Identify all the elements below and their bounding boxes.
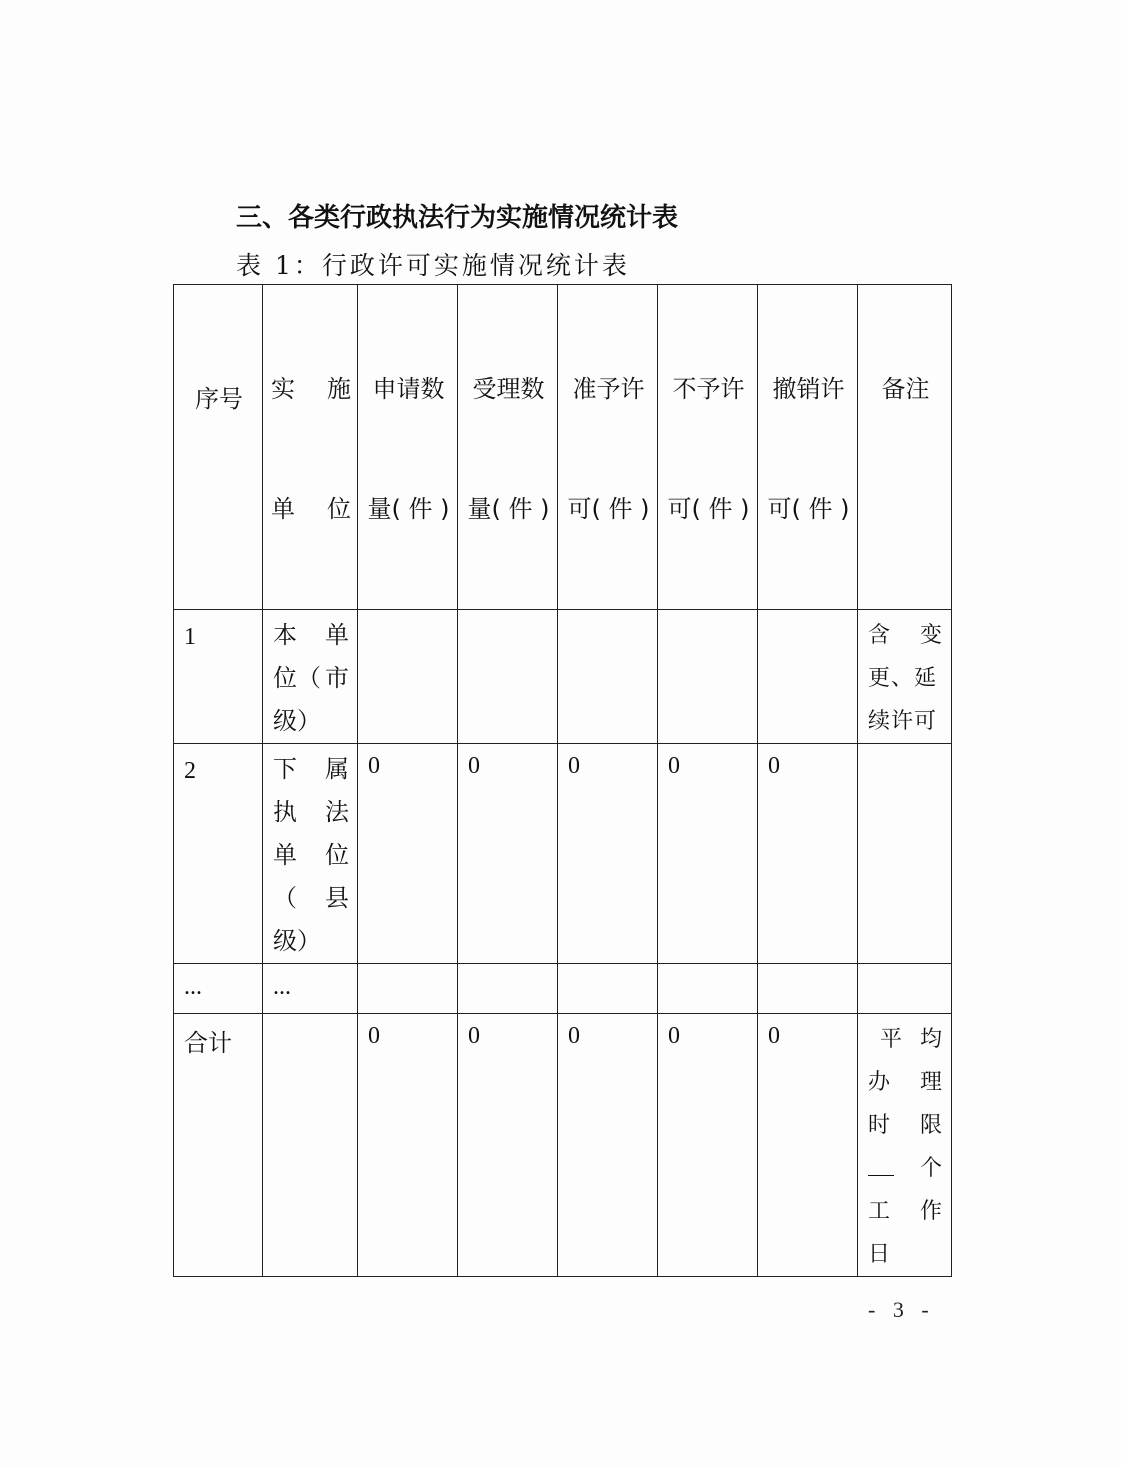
cell-unit (263, 1014, 358, 1277)
remark-text: 更、延 (868, 666, 938, 691)
row-seq: 合计 (184, 1029, 232, 1057)
table-row-total (174, 1014, 952, 1277)
value: 0 (668, 753, 680, 779)
cell-revoked (758, 964, 858, 1014)
header-unit-char: 位 (327, 495, 351, 523)
remark-text: 工 (868, 1199, 892, 1224)
header-unit-char: 施 (327, 375, 351, 403)
header-applications (358, 285, 458, 610)
cell-granted (558, 1014, 658, 1277)
unit-text: 属 (325, 755, 349, 783)
remark-text: 日 (868, 1242, 892, 1267)
fill-in-blank (868, 1147, 894, 1176)
remark-text: 平 (880, 1027, 904, 1052)
cell-denied (658, 610, 758, 744)
cell-accepted (458, 964, 558, 1014)
header-denied-line1: 不予许 (672, 375, 745, 403)
page-number: - 3 - (868, 1297, 935, 1322)
table-caption: 表 1：行政许可实施情况统计表 (236, 251, 630, 280)
cell-remarks (858, 964, 952, 1014)
header-remarks (858, 285, 952, 610)
table-row (174, 744, 952, 964)
value: 0 (468, 1023, 480, 1049)
header-seq-label: 序号 (195, 385, 243, 413)
cell-accepted (458, 610, 558, 744)
remark-text: 续许可 (868, 709, 938, 734)
section-heading: 三、各类行政执法行为实施情况统计表 (236, 203, 679, 233)
cell-remarks (858, 744, 952, 964)
cell-unit (263, 964, 358, 1014)
unit-text: 单 (325, 621, 349, 649)
header-accepted-line2: 量( 件 ) (467, 495, 550, 523)
value: 0 (568, 753, 580, 779)
value: 0 (368, 1023, 380, 1049)
header-denied-line2: 可( 件 ) (667, 495, 750, 523)
unit-text: 执 (273, 798, 297, 826)
cell-granted (558, 964, 658, 1014)
value: 0 (668, 1023, 680, 1049)
cell-denied (658, 1014, 758, 1277)
value (758, 964, 857, 973)
unit-text: 级） (273, 927, 321, 955)
header-denied (658, 285, 758, 610)
cell-unit (263, 744, 358, 964)
cell-revoked (758, 610, 858, 744)
header-applications-line1: 申请数 (372, 375, 445, 403)
remark-text: 限 (919, 1113, 943, 1138)
remark-text: 个 (919, 1156, 943, 1181)
value (358, 610, 457, 619)
admin-license-stats-table (173, 284, 952, 1277)
header-unit-char: 单 (271, 495, 295, 523)
cell-unit (263, 610, 358, 744)
value (358, 964, 457, 973)
header-applications-line2: 量( 件 ) (367, 495, 450, 523)
cell-accepted (458, 1014, 558, 1277)
cell-granted (558, 610, 658, 744)
cell-seq (174, 1014, 263, 1277)
value: 0 (468, 753, 480, 779)
cell-remarks (858, 1014, 952, 1277)
header-revoked-line2: 可( 件 ) (767, 495, 850, 523)
value: 0 (368, 753, 380, 779)
header-granted (558, 285, 658, 610)
cell-revoked (758, 744, 858, 964)
header-granted-line2: 可( 件 ) (567, 495, 650, 523)
value (658, 964, 757, 973)
cell-granted (558, 744, 658, 964)
remark-text: 时 (868, 1113, 892, 1138)
row-seq: 1 (184, 624, 196, 650)
cell-denied (658, 964, 758, 1014)
header-unit-char: 实 (271, 375, 295, 403)
value (558, 610, 657, 619)
header-accepted (458, 285, 558, 610)
cell-seq (174, 610, 263, 744)
value: 0 (568, 1023, 580, 1049)
cell-applications (358, 610, 458, 744)
row-seq: 2 (184, 758, 196, 784)
remark-text: 作 (919, 1199, 943, 1224)
row-seq: ... (184, 974, 202, 1000)
value (558, 964, 657, 973)
remark-text: 理 (919, 1070, 943, 1095)
value: 0 (768, 1023, 780, 1049)
unit-text: ... (273, 974, 291, 1000)
value: 0 (768, 753, 780, 779)
cell-applications (358, 964, 458, 1014)
remark-text: 均 (919, 1027, 943, 1052)
unit-text: 单 (273, 841, 297, 869)
value (658, 610, 757, 619)
unit-text: 位（ (273, 664, 321, 692)
unit-text: 县 (325, 884, 349, 912)
header-accepted-line1: 受理数 (472, 375, 545, 403)
remark-text: 变 (919, 623, 943, 648)
remark-text: 办 (868, 1070, 892, 1095)
header-unit (263, 285, 358, 610)
header-revoked-line1: 撤销许 (772, 375, 845, 403)
cell-revoked (758, 1014, 858, 1277)
header-revoked (758, 285, 858, 610)
cell-seq (174, 744, 263, 964)
cell-applications (358, 744, 458, 964)
value (458, 610, 557, 619)
table-row (174, 610, 952, 744)
header-seq (174, 285, 263, 610)
cell-denied (658, 744, 758, 964)
cell-remarks (858, 610, 952, 744)
unit-text: 下 (273, 755, 297, 783)
unit-text: 法 (325, 798, 349, 826)
unit-text: 本 (273, 621, 297, 649)
header-granted-line1: 准予许 (572, 375, 645, 403)
header-remarks-label: 备注 (881, 375, 930, 403)
unit-text: 市 (325, 664, 349, 692)
unit-text: 级） (273, 707, 321, 735)
value (758, 610, 857, 619)
value (458, 964, 557, 973)
cell-accepted (458, 744, 558, 964)
unit-text: 位 (325, 841, 349, 869)
cell-applications (358, 1014, 458, 1277)
table-header-row (174, 285, 952, 610)
cell-seq (174, 964, 263, 1014)
remark-text: 含 (868, 623, 892, 648)
table-row (174, 964, 952, 1014)
unit-text: （ (273, 884, 297, 912)
